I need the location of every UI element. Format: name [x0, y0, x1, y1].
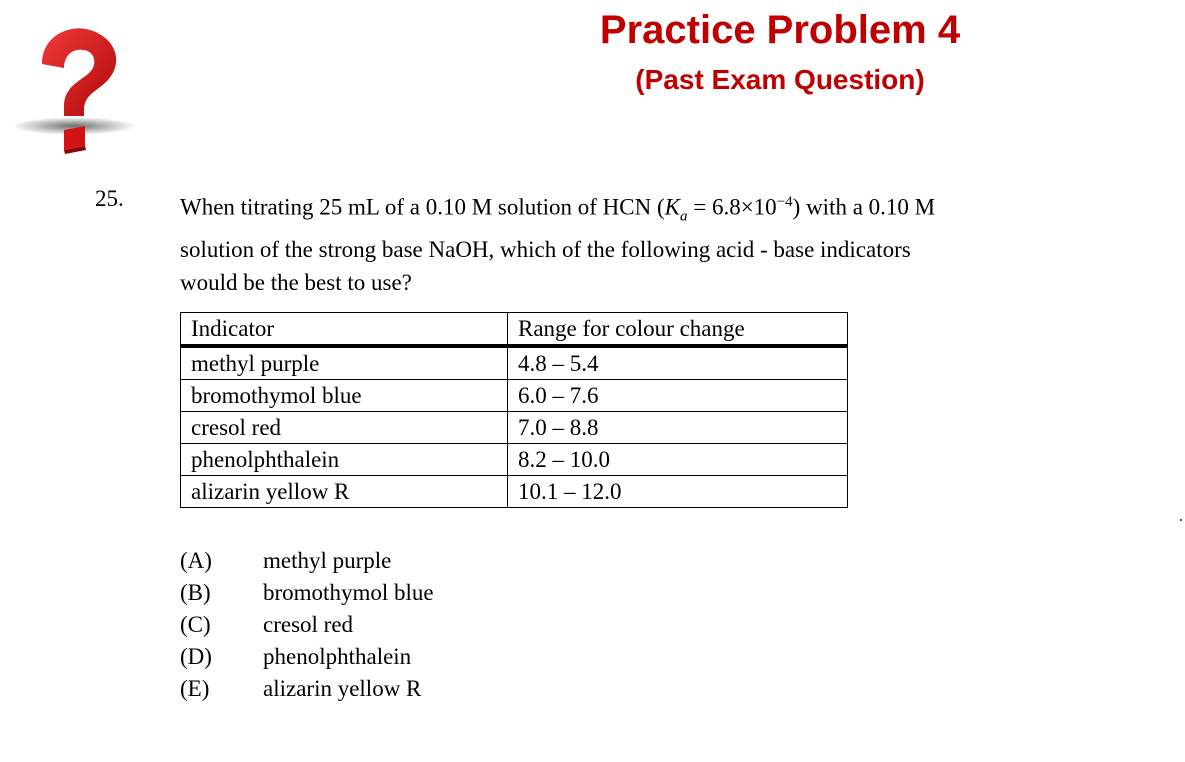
option-text: bromothymol blue [263, 580, 434, 605]
option-letter: (A) [180, 548, 212, 573]
option-text: methyl purple [263, 548, 392, 573]
indicator-table [180, 312, 848, 508]
answer-options [180, 545, 434, 705]
question-mark-icon [12, 22, 137, 172]
table-cell: 4.8 – 5.4 [508, 346, 848, 380]
option-d [180, 641, 434, 673]
option-c [180, 609, 434, 641]
option-letter: (B) [180, 580, 211, 605]
table-header: Indicator [181, 313, 508, 347]
page-subtitle: (Past Exam Question) [635, 64, 925, 95]
ka-value: = 6.8×10 [687, 194, 777, 220]
table-row [181, 346, 848, 380]
table-row [181, 412, 848, 444]
question-line-1 [180, 186, 1120, 233]
table-cell: 10.1 – 12.0 [508, 476, 848, 508]
ka-subscript: a [679, 208, 688, 225]
option-letter: (D) [180, 644, 212, 669]
stray-dot [1180, 519, 1182, 521]
table-cell: alizarin yellow R [181, 476, 508, 508]
table-cell: 8.2 – 10.0 [508, 444, 848, 476]
option-letter: (C) [180, 612, 211, 637]
table-cell: 7.0 – 8.8 [508, 412, 848, 444]
question-number: 25. [95, 186, 124, 211]
ka-exponent: −4 [776, 194, 793, 210]
table-cell: cresol red [181, 412, 508, 444]
table-cell: bromothymol blue [181, 380, 508, 412]
option-b [180, 577, 434, 609]
table-cell: phenolphthalein [181, 444, 508, 476]
table-header-row [181, 313, 848, 347]
option-text: alizarin yellow R [263, 676, 422, 701]
table-row [181, 444, 848, 476]
page-title: Practice Problem 4 [599, 8, 961, 52]
question-line-3: would be the best to use? [180, 270, 412, 296]
question-line-1-end: ) with a 0.10 M [792, 194, 936, 220]
option-letter: (E) [180, 676, 210, 701]
question-line-1-start: When titrating 25 mL of a 0.10 M solution of HCN ( [180, 194, 665, 220]
table-cell: 6.0 – 7.6 [508, 380, 848, 412]
option-e [180, 673, 434, 705]
option-a [180, 545, 434, 577]
table-row [181, 476, 848, 508]
option-text: cresol red [263, 612, 354, 637]
table-row [181, 380, 848, 412]
option-text: phenolphthalein [263, 644, 412, 669]
question-text [180, 186, 1120, 299]
ka-symbol: K [664, 194, 680, 220]
table-cell: methyl purple [181, 346, 508, 380]
table-header: Range for colour change [508, 313, 848, 347]
question-line-2: solution of the strong base NaOH, which of the following acid - base indicators [180, 237, 911, 263]
